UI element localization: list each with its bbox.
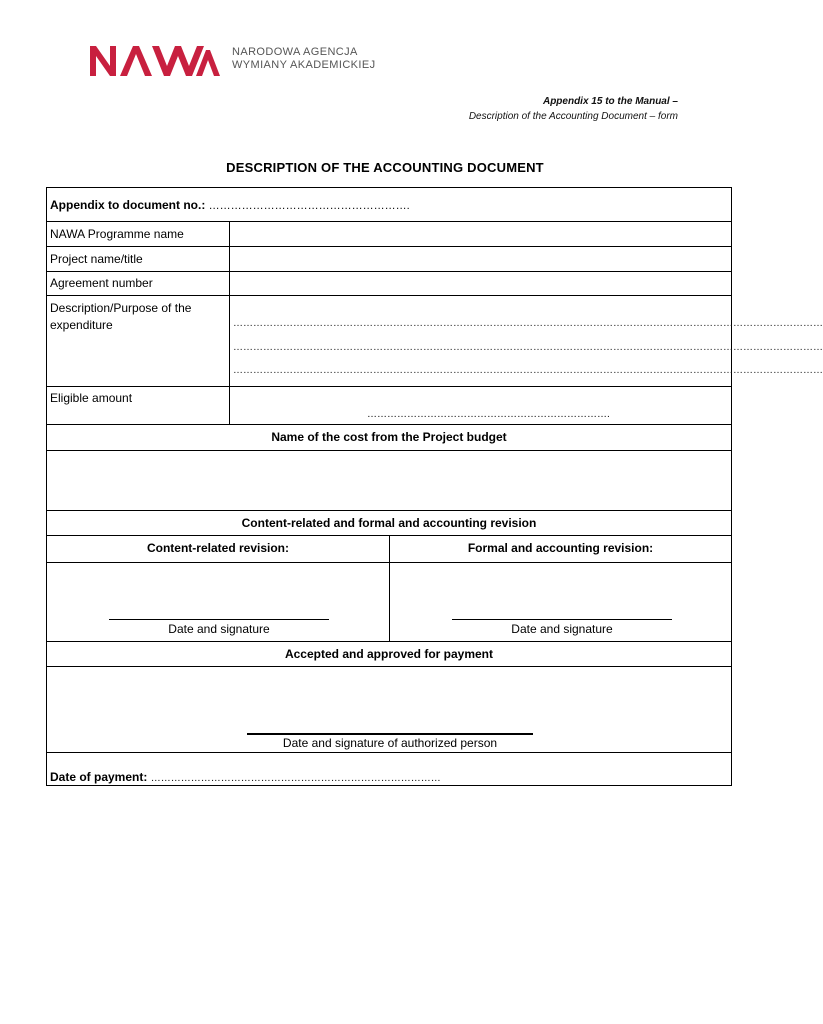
formal-revision-label: Formal and accounting revision: (467, 541, 654, 555)
agreement-field[interactable] (230, 272, 730, 295)
description-dots-1[interactable]: …………………………………………………………………………………………………………………………………………………………… (233, 318, 823, 329)
appendix-label-wrap (50, 198, 410, 212)
revision-header: Content-related and formal and accounting revision (241, 516, 537, 530)
revision-signature-row (47, 563, 731, 642)
appendix-label: Appendix to document no.: (50, 198, 206, 212)
document-title: DESCRIPTION OF THE ACCOUNTING DOCUMENT (226, 160, 544, 175)
revision-labels-row (47, 536, 731, 563)
appendix-row (47, 188, 731, 222)
appendix-dots[interactable]: ………………………………………………. (208, 200, 410, 212)
programme-label: NAWA Programme name (50, 227, 184, 241)
nawa-logo (90, 42, 376, 76)
logo-line-1: NARODOWA AGENCJA (232, 46, 358, 58)
authorized-signature-line[interactable] (247, 733, 533, 735)
authorized-caption: Date and signature of authorized person (282, 736, 498, 750)
description-label-line-1: Description/Purpose of the (50, 301, 192, 315)
content-signature-line[interactable] (109, 619, 329, 620)
description-dots-3[interactable]: …………………………………………………………………………………………………………………………………………………………… (233, 365, 823, 376)
payment-row (50, 770, 441, 784)
eligible-label: Eligible amount (50, 391, 133, 405)
logo-line-2: WYMIANY AKADEMICKIEJ (232, 59, 376, 71)
payment-dots[interactable]: …………………………………………………………………………… (150, 773, 441, 784)
accepted-header-row (47, 642, 731, 667)
accounting-form (46, 187, 823, 786)
appendix-reference (469, 94, 678, 124)
description-dots-2[interactable]: …………………………………………………………………………………………………………………………………………………………… (233, 342, 823, 353)
description-row (47, 296, 823, 387)
cost-name-label: Name of the cost from the Project budget (271, 430, 507, 444)
programme-row (47, 222, 731, 247)
formal-signature-line[interactable] (452, 619, 672, 620)
authorized-signature-row (47, 667, 731, 753)
content-date-signature: Date and signature (168, 622, 270, 636)
nawa-logo-icon (90, 42, 220, 76)
appendix-line-1: Appendix 15 to the Manual – (542, 96, 678, 107)
agreement-label: Agreement number (50, 276, 153, 290)
cost-name-header-row (47, 425, 731, 451)
appendix-line-2: Description of the Accounting Document – form (468, 111, 678, 122)
cost-name-field[interactable] (47, 451, 731, 511)
eligible-amount-row (47, 387, 731, 425)
project-field[interactable] (230, 247, 730, 271)
project-row (47, 247, 731, 272)
content-revision-label: Content-related revision: (146, 541, 290, 555)
payment-label: Date of payment: (50, 770, 148, 784)
description-label-line-2: expenditure (50, 318, 113, 332)
programme-field[interactable] (230, 222, 730, 246)
eligible-dots[interactable]: ………………………………………………………………. (367, 409, 610, 420)
revision-header-row (47, 511, 731, 536)
accepted-label: Accepted and approved for payment (284, 647, 494, 661)
description-label-wrap (50, 300, 191, 334)
agreement-row (47, 272, 731, 296)
project-label: Project name/title (50, 252, 143, 266)
formal-date-signature: Date and signature (511, 622, 613, 636)
